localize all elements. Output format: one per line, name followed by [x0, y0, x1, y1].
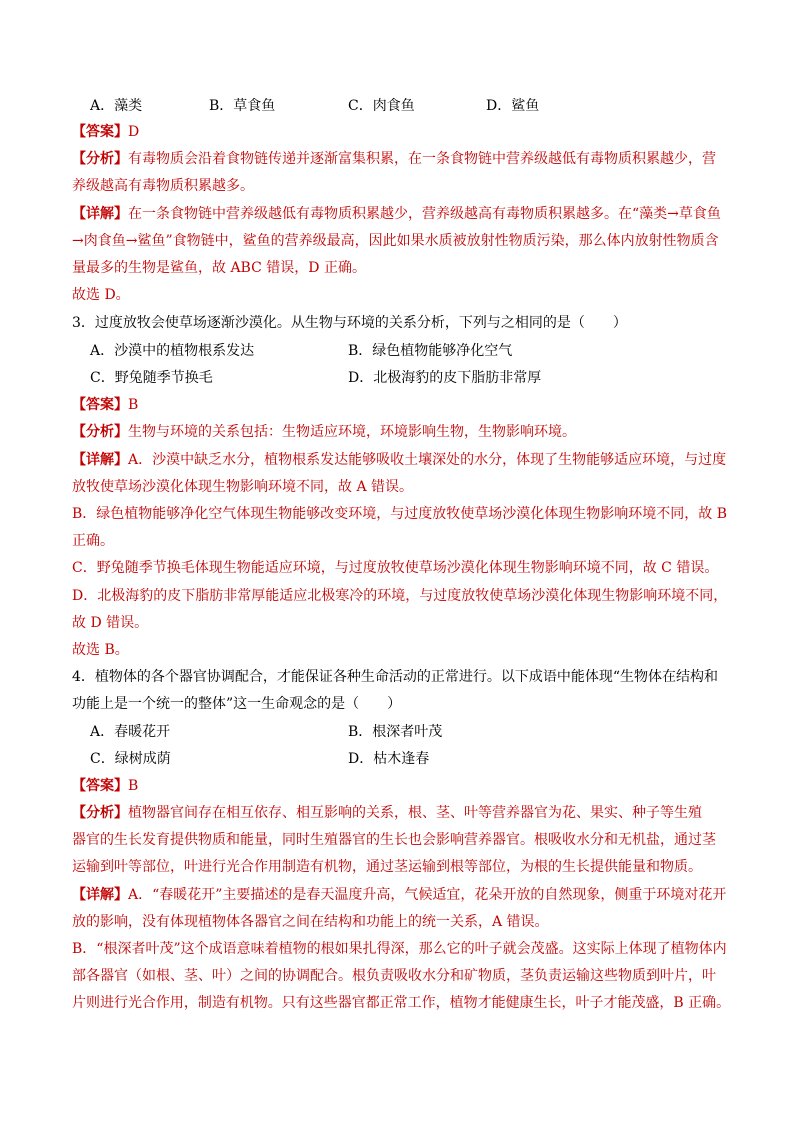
q3-detail-line: 正确。	[72, 533, 114, 549]
q2-option-b: B．草食鱼	[209, 98, 276, 114]
analysis-tag: 【分析】	[72, 424, 128, 440]
q3-detail-line: C．野兔随季节换毛体现生物能适应环境，与过度放牧使草场沙漠化体现生物影响环境不同，故 C 错误。	[72, 560, 719, 576]
analysis-tag: 【分析】	[72, 805, 128, 821]
q4-analysis-line: 运输到叶等部位，叶进行光合作用制造有机物，通过茎运输到根等部位，为根的生长提供能量和物质。	[72, 859, 702, 875]
q4-stem: 功能上是一个统一的整体”这一生命观念的是（ ）	[72, 696, 402, 712]
q4-option-c: C．绿树成荫	[90, 751, 171, 767]
analysis-text: 有毒物质会沿着食物链传递并逐渐富集积累，在一条食物链中营养级越低有毒物质积累越少，营	[128, 151, 716, 167]
q4-answer	[72, 776, 138, 796]
q4-option-d: D．枯木逢春	[348, 751, 430, 767]
detail-text: A．“春暖花开”主要描述的是春天温度升高，气候适宜，花朵开放的自然现象，侧重于环境对花开	[128, 887, 727, 903]
q4-option-b: B．根深者叶茂	[348, 724, 443, 740]
q2-option-d: D．鲨鱼	[486, 98, 540, 114]
q2-answer	[72, 122, 139, 142]
q4-stem: 4．植物体的各个器官协调配合，才能保证各种生命活动的正常进行。以下成语中能体现“生物体在结构和	[72, 669, 719, 685]
q4-detail-line: 放的影响，没有体现植物体各器官之间在结构和功能上的统一关系，A 错误。	[72, 914, 549, 930]
q3-option-a: A．沙漠中的植物根系发达	[90, 343, 255, 359]
q3-stem: 3．过度放牧会使草场逐渐沙漠化。从生物与环境的关系分析，下列与之相同的是（ ）	[72, 315, 627, 331]
q3-option-b: B．绿色植物能够净化空气	[348, 343, 513, 359]
analysis-text: 生物与环境的关系包括：生物适应环境，环境影响生物，生物影响环境。	[128, 424, 576, 440]
q2-conclusion: 故选 D。	[72, 287, 130, 303]
q2-option-c: C．肉食鱼	[348, 98, 415, 114]
q4-analysis-line: 器官的生长发育提供物质和能量，同时生殖器官的生长也会影响营养器官。根吸收水分和无机盐，通过茎	[72, 832, 716, 848]
q3-option-c: C．野兔随季节换毛	[90, 370, 213, 386]
q2-analysis-line	[72, 149, 716, 169]
q4-option-a: A．春暖花开	[90, 724, 171, 740]
q3-detail-line: 故 D 错误。	[72, 615, 149, 631]
analysis-text: 植物器官间存在相互依存、相互影响的关系，根、茎、叶等营养器官为花、果实、种子等生殖	[128, 805, 702, 821]
analysis-tag: 【分析】	[72, 151, 128, 167]
detail-tag: 【详解】	[72, 887, 128, 903]
q4-detail-line: B．“根深者叶茂”这个成语意味着植物的根如果扎得深，那么它的叶子就会茂盛。这实际上体现了植物体内	[72, 941, 727, 957]
q3-conclusion: 故选 B。	[72, 642, 129, 658]
q4-detail-line: 片则进行光合作用，制造有机物。只有这些器官都正常工作，植物才能健康生长，叶子才能茂盛，B 正确。	[72, 995, 731, 1011]
detail-tag: 【详解】	[72, 452, 128, 468]
q2-detail-line: →肉食鱼→鲨鱼”食物链中，鲨鱼的营养级最高，因此如果水质被放射性物质污染，那么体内放射性物质含	[72, 233, 719, 249]
q2-analysis-line: 养级越高有毒物质积累越多。	[72, 178, 254, 194]
q3-detail-line: 放牧使草场沙漠化体现生物影响环境不同，故 A 错误。	[72, 479, 414, 495]
detail-text: 在一条食物链中营养级越低有毒物质积累越少，营养级越高有毒物质积累越多。在“藻类→草食鱼	[128, 206, 721, 222]
answer-value: B	[128, 778, 139, 794]
answer-value: D	[128, 124, 140, 140]
q3-detail-line: D．北极海豹的皮下脂肪非常厚能适应北极寒冷的环境，与过度放牧使草场沙漠化体现生物影响环境不同，	[72, 588, 728, 604]
q4-analysis-line	[72, 803, 702, 823]
q3-answer	[72, 395, 138, 415]
detail-tag: 【详解】	[72, 206, 128, 222]
answer-tag: 【答案】	[72, 397, 128, 413]
q3-option-d: D．北极海豹的皮下脂肪非常厚	[348, 370, 542, 386]
answer-value: B	[128, 397, 139, 413]
answer-tag: 【答案】	[72, 778, 128, 794]
q3-detail-line	[72, 450, 726, 470]
q2-option-a: A．藻类	[90, 98, 143, 114]
q2-detail-line: 量最多的生物是鲨鱼，故 ABC 错误，D 正确。	[72, 260, 366, 276]
detail-text: A．沙漠中缺乏水分，植物根系发达能够吸收土壤深处的水分，体现了生物能够适应环境，与过度	[128, 452, 727, 468]
q4-detail-line	[72, 885, 726, 905]
q3-analysis-line	[72, 422, 576, 442]
q2-detail-line	[72, 204, 721, 224]
answer-tag: 【答案】	[72, 124, 128, 140]
q4-detail-line: 部各器官（如根、茎、叶）之间的协调配合。根负责吸收水分和矿物质，茎负责运输这些物质到叶片，叶	[72, 968, 716, 984]
q3-detail-line: B．绿色植物能够净化空气体现生物能够改变环境，与过度放牧使草场沙漠化体现生物影响环境不同，故 B	[72, 506, 728, 522]
